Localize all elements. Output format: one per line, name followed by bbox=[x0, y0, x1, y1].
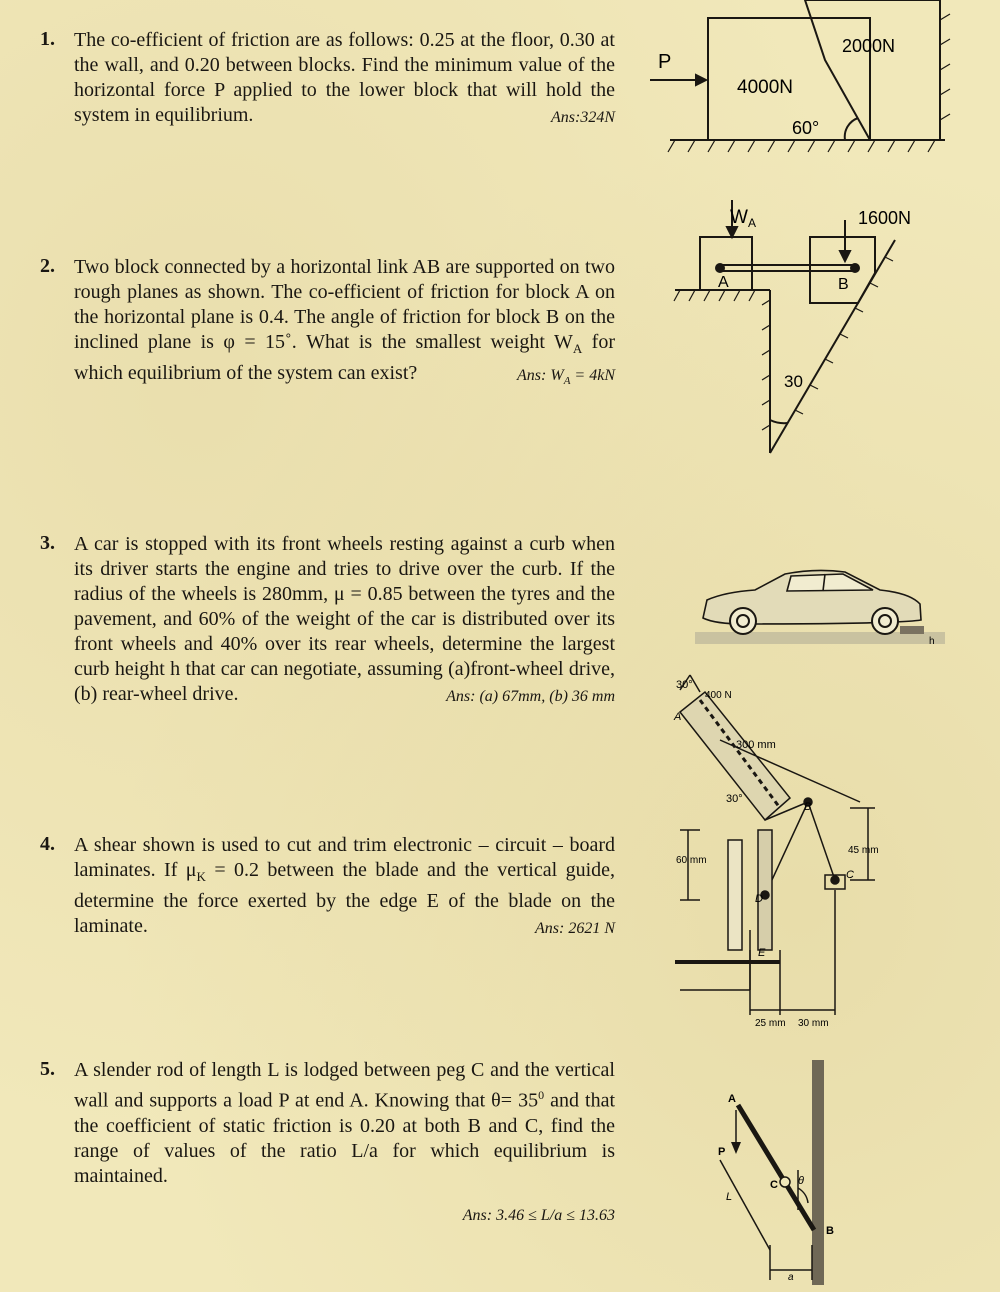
problem-number: 3. bbox=[40, 532, 55, 554]
angle-label: 60° bbox=[792, 118, 820, 138]
point-e-label: E bbox=[758, 947, 766, 959]
block-b-label: B bbox=[838, 276, 849, 293]
block-a-label: A bbox=[718, 274, 729, 291]
peg-c-label: C bbox=[770, 1179, 778, 1191]
weight-label: $W_A$ bbox=[730, 207, 756, 230]
dim-bottom-2: 30 mm bbox=[798, 1018, 829, 1029]
point-d-label: D bbox=[755, 893, 763, 905]
angle-top-label: 30° bbox=[676, 679, 693, 691]
dim-left-label: 60 mm bbox=[676, 855, 707, 866]
problem-number: 2. bbox=[40, 255, 55, 277]
answer: Ans: $W_A = 4kN$ bbox=[517, 367, 615, 388]
force-label: 400 N bbox=[705, 690, 732, 701]
force-label: P bbox=[658, 51, 672, 73]
wall bbox=[812, 1060, 824, 1285]
point-b-label: B bbox=[826, 1225, 834, 1237]
problem-text: A shear shown is used to cut and trim electronic – circuit – board laminates. If $\mu_K = 0.2$ between the blade and the vertical guide, determine the force exerted by the edge E of the blade on the laminate. Ans: 2621 N bbox=[74, 833, 615, 939]
problem-4 bbox=[40, 833, 615, 941]
point-c-label: C bbox=[846, 869, 854, 881]
problem-text: Two block connected by a horizontal link AB are supported on two rough planes as shown. The co-efficient of friction for block A on the horizontal plane is 0.4. The angle of friction for block B on the inclined plane is φ = 15˚. What is the smallest weight $W_A$ for which equilibrium of the system can exist? Ans: $W_A = 4kN$ bbox=[74, 255, 615, 386]
theta-label: θ bbox=[798, 1175, 804, 1187]
figure-shear bbox=[640, 670, 910, 1040]
figure-car bbox=[695, 560, 945, 655]
problem-text: A car is stopped with its front wheels resting against a curb when its driver starts the engine and tries to drive over the curb. If the radius of the wheels is 280mm, μ = 0.85 between the tyres and the pavement, and 60% of the weight of the car is distributed over its front wheels and 40% over its rear wheels, determine the largest curb height h that car can negotiate, assuming (a)front-wheel drive, (b) rear-wheel drive. Ans: (a) 67mm, (b) 36 mm bbox=[74, 532, 615, 707]
problem-number: 5. bbox=[40, 1058, 55, 1080]
point-a-label: A bbox=[728, 1093, 736, 1105]
answer: Ans: (a) 67mm, (b) 36 mm bbox=[446, 688, 615, 705]
dim-bottom-1: 25 mm bbox=[755, 1018, 786, 1029]
answer: Ans:324N bbox=[551, 109, 615, 126]
problem-3 bbox=[40, 532, 615, 709]
figure-rod-wall bbox=[690, 1060, 870, 1285]
problem-text: A slender rod of length L is lodged between peg C and the vertical wall and supports a load P at end A. Knowing that $\theta= 35^0$ and that the coefficient of static friction is 0.20 at both B and C, find the range of values of the ratio L/a for which equilibrium is maintained. Ans: 3.46 ≤ L/a ≤ 13.63 bbox=[74, 1058, 615, 1228]
figure-link-blocks bbox=[670, 195, 930, 465]
curb-label: h bbox=[929, 636, 935, 647]
figure-blocks-wall bbox=[640, 0, 1000, 160]
problem-number: 1. bbox=[40, 28, 55, 50]
problem-5 bbox=[40, 1058, 615, 1228]
problem-1 bbox=[40, 28, 615, 130]
dim-right-label: 45 mm bbox=[848, 845, 879, 856]
load-label: 1600N bbox=[858, 208, 912, 228]
angle-label: 30 bbox=[784, 372, 803, 391]
angle-mid-label: 30° bbox=[726, 793, 743, 805]
point-a-label: A bbox=[674, 711, 682, 723]
upper-block-weight: 2000N bbox=[842, 36, 896, 56]
load-label: P bbox=[718, 1146, 726, 1158]
length-label: 300 mm bbox=[736, 739, 776, 751]
length-label: L bbox=[726, 1191, 733, 1203]
dim-a-label: a bbox=[788, 1272, 794, 1283]
problem-text: The co-efficient of friction are as follows: 0.25 at the floor, 0.30 at the wall, and 0.20 between blocks. Find the minimum value of the horizontal force P applied to the lower block that will hold the system in equilibrium. Ans:324N bbox=[74, 28, 615, 128]
answer: Ans: 2621 N bbox=[535, 920, 615, 937]
answer: Ans: 3.46 ≤ L/a ≤ 13.63 bbox=[462, 1206, 615, 1224]
lower-block-weight: 4000N bbox=[737, 77, 793, 98]
problem-2 bbox=[40, 255, 615, 394]
problem-number: 4. bbox=[40, 833, 55, 855]
point-b-label: B bbox=[804, 801, 812, 813]
